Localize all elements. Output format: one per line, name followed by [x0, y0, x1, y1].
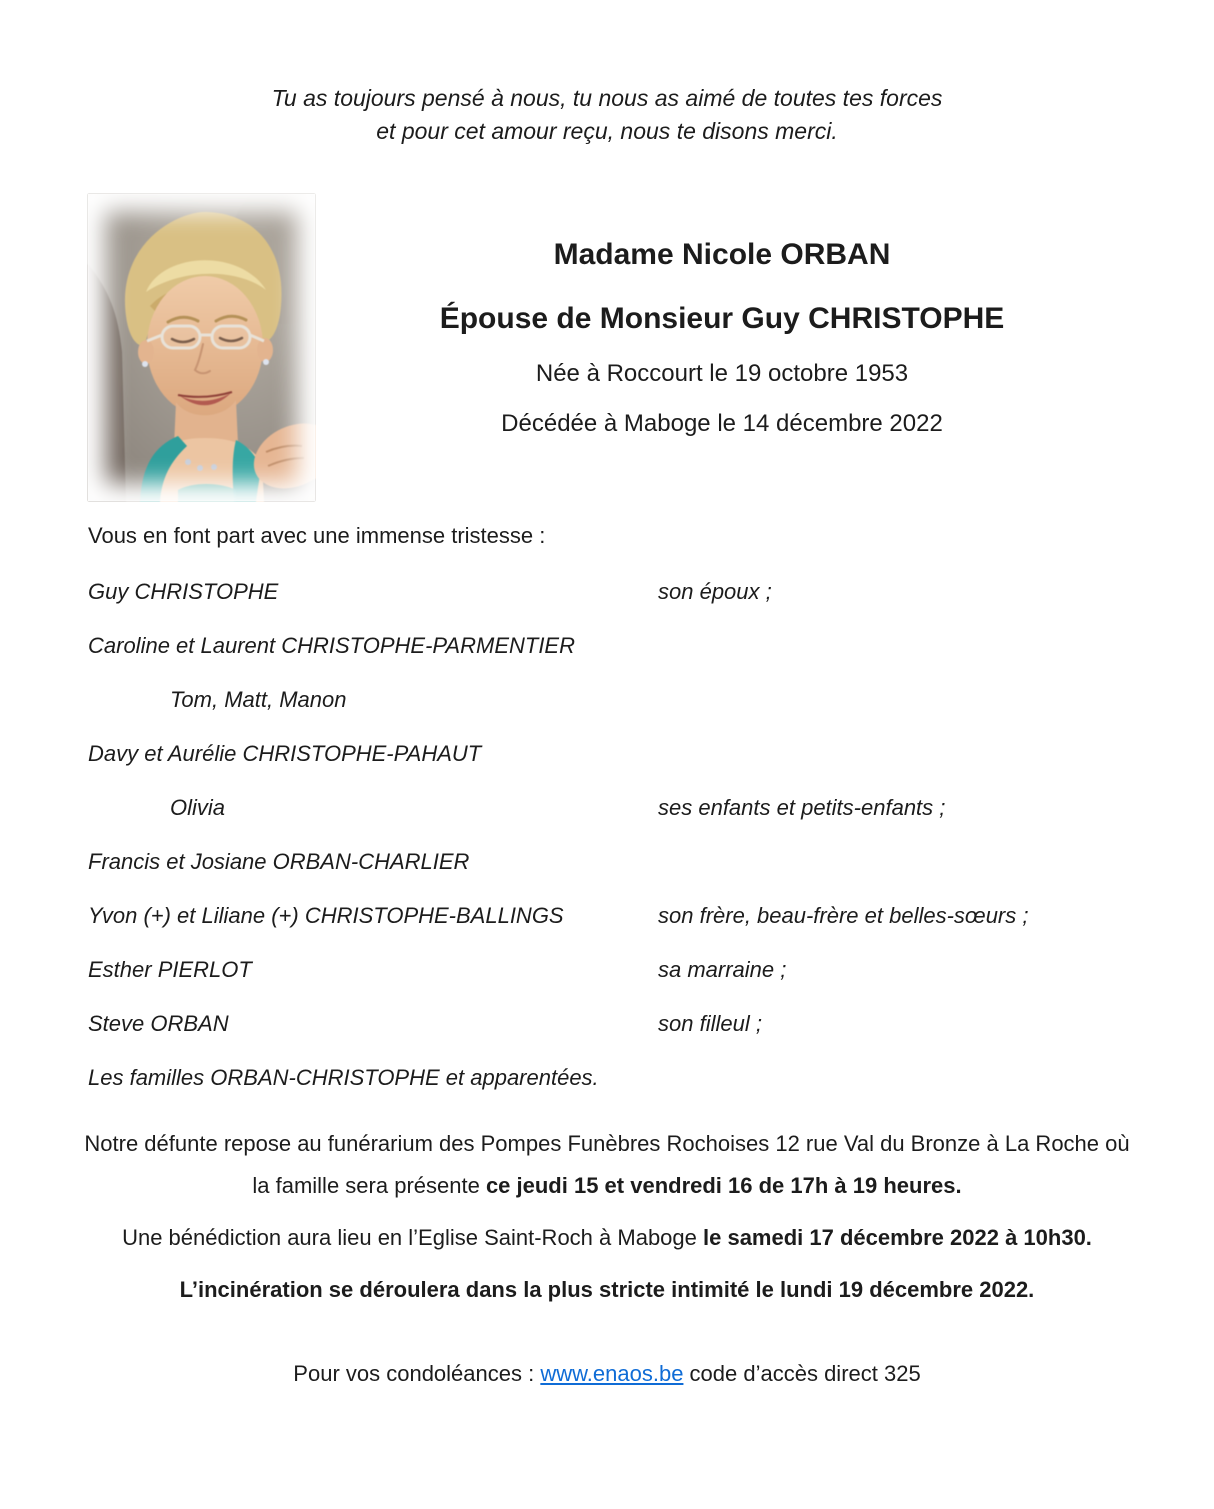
condolences-prefix: Pour vos condoléances :: [293, 1361, 541, 1386]
family-member: Les familles ORBAN-CHRISTOPHE et apparentées.: [88, 1065, 599, 1090]
family-member: Davy et Aurélie CHRISTOPHE-PAHAUT: [88, 741, 482, 766]
spouse-line: Épouse de Monsieur Guy CHRISTOPHE: [439, 302, 1005, 335]
family-row: [0, 1009, 1214, 1039]
epigraph-line-1: Tu as toujours pensé à nous, tu nous as aimé de toutes tes forces: [271, 85, 943, 111]
benediction-paragraph: [80, 1217, 1135, 1259]
earring-right: [263, 359, 269, 365]
portrait-photo: [88, 194, 315, 501]
condolences-link[interactable]: www.enaos.be: [540, 1361, 684, 1386]
family-member: Caroline et Laurent CHRISTOPHE-PARMENTIER: [88, 633, 575, 658]
birth-line: Née à Roccourt le 19 octobre 1953: [535, 360, 909, 387]
family-relation: [658, 1063, 1129, 1093]
family-row: [0, 631, 1214, 661]
family-row: [0, 793, 1214, 823]
repose-schedule: ce jeudi 15 et vendredi 16 de 17h à 19 heures.: [485, 1173, 962, 1198]
family-relation: [658, 685, 1129, 715]
family-relation: [658, 847, 1129, 877]
family-member: Yvon (+) et Liliane (+) CHRISTOPHE-BALLINGS: [88, 903, 564, 928]
family-row: [0, 847, 1214, 877]
family-row: [0, 1063, 1214, 1093]
family-row: [0, 901, 1214, 931]
family-member: Steve ORBAN: [88, 1011, 229, 1036]
death-line: Décédée à Maboge le 14 décembre 2022: [501, 410, 943, 437]
family-relation: ses enfants et petits-enfants ;: [658, 795, 946, 820]
family-relation: [658, 739, 1129, 769]
epigraph-line-2: et pour cet amour reçu, nous te disons merci.: [376, 118, 838, 144]
family-member: Tom, Matt, Manon: [170, 687, 347, 712]
family-row: [0, 739, 1214, 769]
family-row: [0, 955, 1214, 985]
family-member: Esther PIERLOT: [88, 957, 252, 982]
condolences-line: [0, 1359, 1214, 1389]
family-relation: sa marraine ;: [658, 957, 787, 982]
family-row: [0, 685, 1214, 715]
family-row: [0, 577, 1214, 607]
family-relation: [658, 631, 1129, 661]
incineration-schedule: L’incinération se déroulera dans la plus stricte intimité le lundi 19 décembre 2022.: [179, 1277, 1035, 1302]
earring-left: [142, 361, 148, 367]
family-member: Olivia: [170, 795, 226, 820]
announcement-intro: Vous en font part avec une immense tristesse :: [88, 523, 546, 548]
incineration-paragraph: [80, 1269, 1135, 1311]
family-list: [0, 577, 1214, 1093]
family-member: Guy CHRISTOPHE: [88, 579, 279, 604]
family-relation: son filleul ;: [658, 1011, 762, 1036]
ceremony-details: [0, 1123, 1214, 1311]
benediction-text: Une bénédiction aura lieu en l’Eglise Saint-Roch à Maboge: [122, 1225, 703, 1250]
epigraph: [0, 0, 1214, 148]
benediction-schedule: le samedi 17 décembre 2022 à 10h30.: [703, 1225, 1092, 1250]
family-relation: son frère, beau-frère et belles-sœurs ;: [658, 903, 1029, 928]
repose-text: Notre défunte repose au funérarium des Pompes Funèbres Rochoises 12 rue Val du Bronze à La Roche où la famille sera présente: [84, 1131, 1130, 1198]
repose-paragraph: [80, 1123, 1135, 1207]
hero-section: [0, 194, 1214, 501]
family-member: Francis et Josiane ORBAN-CHARLIER: [88, 849, 470, 874]
deceased-name: Madame Nicole ORBAN: [553, 238, 891, 271]
header-block: [315, 194, 1129, 501]
portrait-photo-illustration: [88, 194, 315, 501]
condolences-suffix: code d’accès direct 325: [683, 1361, 921, 1386]
family-relation: son époux ;: [658, 579, 772, 604]
